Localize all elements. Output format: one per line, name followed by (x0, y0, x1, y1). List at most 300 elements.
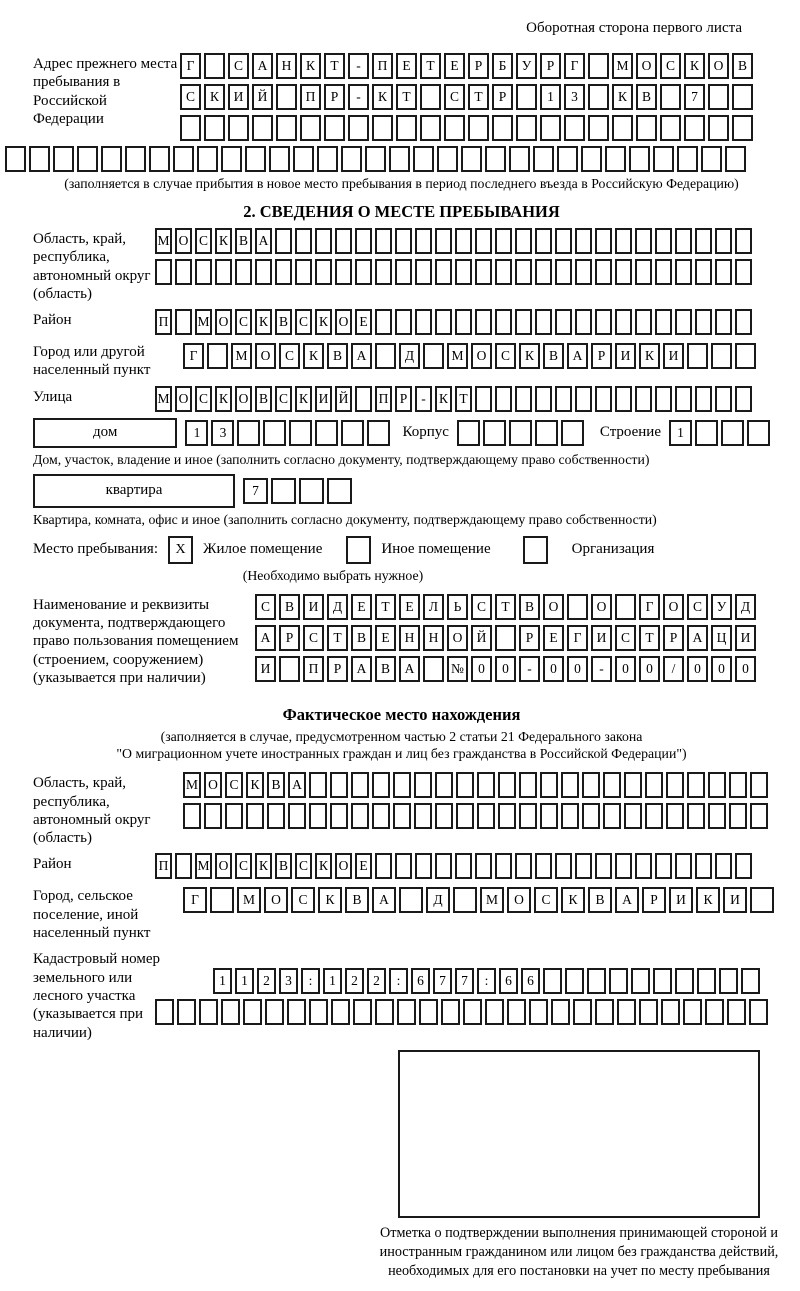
char-cell[interactable]: 7 (455, 968, 474, 994)
char-cell[interactable] (540, 115, 561, 141)
char-cell[interactable]: Д (426, 887, 450, 913)
char-cell[interactable] (609, 968, 628, 994)
char-cell[interactable] (207, 343, 228, 369)
char-cell[interactable] (215, 259, 232, 285)
char-cell[interactable] (635, 259, 652, 285)
char-cell[interactable]: В (235, 228, 252, 254)
char-cell[interactable]: : (389, 968, 408, 994)
char-cell[interactable] (675, 228, 692, 254)
char-cell[interactable] (555, 386, 572, 412)
char-cell[interactable] (695, 386, 712, 412)
char-cell[interactable] (507, 999, 526, 1025)
char-cell[interactable] (341, 146, 362, 172)
char-cell[interactable]: Н (423, 625, 444, 651)
char-cell[interactable] (697, 968, 716, 994)
char-cell[interactable]: И (303, 594, 324, 620)
char-cell[interactable] (540, 772, 558, 798)
char-cell[interactable] (475, 259, 492, 285)
char-cell[interactable] (415, 309, 432, 335)
char-cell[interactable] (695, 309, 712, 335)
char-cell[interactable] (617, 999, 636, 1025)
char-cell[interactable]: 2 (345, 968, 364, 994)
char-cell[interactable] (603, 803, 621, 829)
char-cell[interactable] (204, 115, 225, 141)
char-cell[interactable]: 0 (495, 656, 516, 682)
char-cell[interactable] (375, 999, 394, 1025)
char-cell[interactable]: О (215, 309, 232, 335)
char-cell[interactable]: О (543, 594, 564, 620)
char-cell[interactable]: О (708, 53, 729, 79)
char-cell[interactable]: В (636, 84, 657, 110)
char-cell[interactable]: Д (735, 594, 756, 620)
char-cell[interactable] (221, 999, 240, 1025)
char-cell[interactable] (287, 999, 306, 1025)
char-cell[interactable] (435, 803, 453, 829)
char-cell[interactable] (444, 115, 465, 141)
char-cell[interactable] (721, 420, 744, 446)
char-cell[interactable]: И (723, 887, 747, 913)
char-cell[interactable]: 0 (639, 656, 660, 682)
char-cell[interactable]: Д (399, 343, 420, 369)
char-cell[interactable] (475, 386, 492, 412)
char-cell[interactable] (423, 656, 444, 682)
char-cell[interactable]: С (255, 594, 276, 620)
char-cell[interactable]: Р (663, 625, 684, 651)
char-cell[interactable]: 1 (669, 420, 692, 446)
char-cell[interactable] (655, 259, 672, 285)
char-cell[interactable]: Р (540, 53, 561, 79)
char-cell[interactable] (395, 259, 412, 285)
char-cell[interactable] (495, 386, 512, 412)
char-cell[interactable] (683, 999, 702, 1025)
char-cell[interactable] (413, 146, 434, 172)
char-cell[interactable]: П (155, 853, 172, 879)
char-cell[interactable] (197, 146, 218, 172)
char-cell[interactable] (661, 999, 680, 1025)
char-cell[interactable]: К (255, 309, 272, 335)
char-cell[interactable] (695, 228, 712, 254)
char-cell[interactable] (315, 259, 332, 285)
char-cell[interactable] (441, 999, 460, 1025)
char-cell[interactable] (715, 309, 732, 335)
char-cell[interactable] (631, 968, 650, 994)
char-cell[interactable]: Й (335, 386, 352, 412)
char-cell[interactable]: 0 (543, 656, 564, 682)
char-cell[interactable] (309, 772, 327, 798)
char-cell[interactable] (732, 115, 753, 141)
char-cell[interactable] (435, 259, 452, 285)
char-cell[interactable]: И (255, 656, 276, 682)
char-cell[interactable] (629, 146, 650, 172)
char-cell[interactable] (711, 343, 732, 369)
char-cell[interactable] (575, 853, 592, 879)
char-cell[interactable] (695, 420, 718, 446)
char-cell[interactable] (535, 309, 552, 335)
char-cell[interactable] (687, 343, 708, 369)
char-cell[interactable]: И (615, 343, 636, 369)
char-cell[interactable]: С (444, 84, 465, 110)
char-cell[interactable] (624, 772, 642, 798)
char-cell[interactable]: К (215, 386, 232, 412)
char-cell[interactable] (635, 309, 652, 335)
char-cell[interactable] (271, 478, 296, 504)
char-cell[interactable] (375, 228, 392, 254)
char-cell[interactable]: В (345, 887, 369, 913)
char-cell[interactable] (483, 420, 506, 446)
char-cell[interactable] (509, 420, 532, 446)
char-cell[interactable]: К (519, 343, 540, 369)
char-cell[interactable]: С (180, 84, 201, 110)
char-cell[interactable] (535, 853, 552, 879)
char-cell[interactable]: П (372, 53, 393, 79)
char-cell[interactable]: К (684, 53, 705, 79)
char-cell[interactable] (575, 309, 592, 335)
char-cell[interactable] (535, 228, 552, 254)
char-cell[interactable]: С (235, 309, 252, 335)
char-cell[interactable]: А (252, 53, 273, 79)
char-cell[interactable]: № (447, 656, 468, 682)
char-cell[interactable] (595, 386, 612, 412)
char-cell[interactable] (315, 228, 332, 254)
char-cell[interactable]: В (275, 853, 292, 879)
char-cell[interactable]: И (315, 386, 332, 412)
char-cell[interactable] (389, 146, 410, 172)
char-cell[interactable] (708, 772, 726, 798)
char-cell[interactable] (225, 803, 243, 829)
char-cell[interactable] (348, 115, 369, 141)
char-cell[interactable]: С (291, 887, 315, 913)
char-cell[interactable]: К (318, 887, 342, 913)
char-cell[interactable] (636, 115, 657, 141)
char-cell[interactable]: 0 (471, 656, 492, 682)
char-cell[interactable] (330, 803, 348, 829)
char-cell[interactable] (615, 309, 632, 335)
char-cell[interactable] (435, 853, 452, 879)
char-cell[interactable]: К (255, 853, 272, 879)
char-cell[interactable] (221, 146, 242, 172)
char-cell[interactable]: В (588, 887, 612, 913)
char-cell[interactable] (375, 853, 392, 879)
char-cell[interactable]: И (228, 84, 249, 110)
char-cell[interactable] (455, 259, 472, 285)
char-cell[interactable]: М (195, 853, 212, 879)
char-cell[interactable]: М (155, 386, 172, 412)
char-cell[interactable] (555, 259, 572, 285)
char-cell[interactable] (687, 803, 705, 829)
char-cell[interactable] (695, 259, 712, 285)
char-cell[interactable] (695, 853, 712, 879)
char-cell[interactable]: Г (567, 625, 588, 651)
char-cell[interactable] (567, 594, 588, 620)
char-cell[interactable] (729, 803, 747, 829)
char-cell[interactable]: Т (455, 386, 472, 412)
char-cell[interactable] (655, 309, 672, 335)
char-cell[interactable]: К (435, 386, 452, 412)
char-cell[interactable] (420, 84, 441, 110)
char-cell[interactable]: О (175, 228, 192, 254)
char-cell[interactable] (455, 853, 472, 879)
char-cell[interactable]: Е (543, 625, 564, 651)
char-cell[interactable]: Р (324, 84, 345, 110)
char-cell[interactable]: Е (351, 594, 372, 620)
char-cell[interactable]: В (351, 625, 372, 651)
char-cell[interactable]: О (264, 887, 288, 913)
char-cell[interactable] (155, 259, 172, 285)
char-cell[interactable] (561, 803, 579, 829)
char-cell[interactable]: К (303, 343, 324, 369)
char-cell[interactable]: И (663, 343, 684, 369)
char-cell[interactable] (267, 803, 285, 829)
char-cell[interactable] (372, 772, 390, 798)
char-cell[interactable] (235, 259, 252, 285)
char-cell[interactable] (655, 386, 672, 412)
char-cell[interactable] (498, 772, 516, 798)
char-cell[interactable] (645, 803, 663, 829)
char-cell[interactable] (341, 420, 364, 446)
char-cell[interactable] (393, 803, 411, 829)
char-cell[interactable] (204, 803, 222, 829)
char-cell[interactable] (715, 228, 732, 254)
char-cell[interactable] (684, 115, 705, 141)
char-cell[interactable]: Г (183, 887, 207, 913)
char-cell[interactable] (330, 772, 348, 798)
char-cell[interactable] (747, 420, 770, 446)
char-cell[interactable] (516, 84, 537, 110)
char-cell[interactable] (533, 146, 554, 172)
char-cell[interactable] (397, 999, 416, 1025)
char-cell[interactable] (535, 259, 552, 285)
char-cell[interactable]: Р (395, 386, 412, 412)
char-cell[interactable] (595, 999, 614, 1025)
char-cell[interactable] (719, 968, 738, 994)
char-cell[interactable] (660, 115, 681, 141)
char-cell[interactable] (735, 228, 752, 254)
char-cell[interactable] (155, 999, 174, 1025)
char-cell[interactable]: Д (327, 594, 348, 620)
char-cell[interactable] (365, 146, 386, 172)
char-cell[interactable]: В (327, 343, 348, 369)
char-cell[interactable]: С (228, 53, 249, 79)
char-cell[interactable] (317, 146, 338, 172)
char-cell[interactable]: К (696, 887, 720, 913)
char-cell[interactable]: О (507, 887, 531, 913)
char-cell[interactable] (515, 259, 532, 285)
char-cell[interactable] (708, 803, 726, 829)
char-cell[interactable] (519, 772, 537, 798)
char-cell[interactable]: М (237, 887, 261, 913)
char-cell[interactable]: О (591, 594, 612, 620)
char-cell[interactable] (735, 309, 752, 335)
char-cell[interactable] (595, 228, 612, 254)
char-cell[interactable] (732, 84, 753, 110)
char-cell[interactable] (635, 386, 652, 412)
char-cell[interactable] (435, 228, 452, 254)
char-cell[interactable]: Е (355, 853, 372, 879)
char-cell[interactable]: И (591, 625, 612, 651)
char-cell[interactable] (750, 887, 774, 913)
char-cell[interactable] (495, 309, 512, 335)
char-cell[interactable] (495, 853, 512, 879)
char-cell[interactable] (395, 309, 412, 335)
char-cell[interactable] (639, 999, 658, 1025)
char-cell[interactable]: О (235, 386, 252, 412)
char-cell[interactable] (603, 772, 621, 798)
char-cell[interactable] (125, 146, 146, 172)
char-cell[interactable]: 7 (684, 84, 705, 110)
char-cell[interactable]: О (636, 53, 657, 79)
checkbox-other-premises[interactable] (346, 536, 371, 564)
char-cell[interactable]: К (246, 772, 264, 798)
char-cell[interactable] (675, 259, 692, 285)
char-cell[interactable]: - (519, 656, 540, 682)
char-cell[interactable]: С (303, 625, 324, 651)
char-cell[interactable]: Т (468, 84, 489, 110)
char-cell[interactable]: Г (564, 53, 585, 79)
char-cell[interactable]: 0 (615, 656, 636, 682)
char-cell[interactable]: О (471, 343, 492, 369)
char-cell[interactable] (237, 420, 260, 446)
char-cell[interactable] (335, 228, 352, 254)
char-cell[interactable] (575, 259, 592, 285)
char-cell[interactable] (183, 803, 201, 829)
char-cell[interactable] (245, 146, 266, 172)
char-cell[interactable] (324, 115, 345, 141)
char-cell[interactable]: А (372, 887, 396, 913)
char-cell[interactable]: С (660, 53, 681, 79)
char-cell[interactable] (477, 803, 495, 829)
char-cell[interactable] (265, 999, 284, 1025)
char-cell[interactable] (299, 478, 324, 504)
char-cell[interactable]: К (612, 84, 633, 110)
char-cell[interactable] (495, 625, 516, 651)
char-cell[interactable]: С (471, 594, 492, 620)
char-cell[interactable]: К (372, 84, 393, 110)
char-cell[interactable] (564, 115, 585, 141)
char-cell[interactable]: С (279, 343, 300, 369)
char-cell[interactable] (5, 146, 26, 172)
char-cell[interactable]: М (480, 887, 504, 913)
char-cell[interactable] (355, 228, 372, 254)
char-cell[interactable] (595, 309, 612, 335)
char-cell[interactable] (675, 386, 692, 412)
char-cell[interactable]: К (639, 343, 660, 369)
char-cell[interactable]: О (215, 853, 232, 879)
char-cell[interactable]: С (195, 228, 212, 254)
char-cell[interactable] (263, 420, 286, 446)
char-cell[interactable] (414, 803, 432, 829)
char-cell[interactable] (615, 594, 636, 620)
char-cell[interactable] (492, 115, 513, 141)
char-cell[interactable] (485, 999, 504, 1025)
char-cell[interactable] (53, 146, 74, 172)
char-cell[interactable] (727, 999, 746, 1025)
char-cell[interactable]: С (235, 853, 252, 879)
char-cell[interactable]: Т (396, 84, 417, 110)
char-cell[interactable]: Р (327, 656, 348, 682)
char-cell[interactable] (555, 228, 572, 254)
char-cell[interactable]: Е (355, 309, 372, 335)
char-cell[interactable] (509, 146, 530, 172)
char-cell[interactable] (615, 386, 632, 412)
char-cell[interactable]: 6 (521, 968, 540, 994)
char-cell[interactable] (495, 259, 512, 285)
char-cell[interactable]: С (687, 594, 708, 620)
char-cell[interactable] (437, 146, 458, 172)
char-cell[interactable]: С (495, 343, 516, 369)
checkbox-organization[interactable] (523, 536, 548, 564)
char-cell[interactable]: 1 (213, 968, 232, 994)
char-cell[interactable] (655, 228, 672, 254)
char-cell[interactable]: 3 (211, 420, 234, 446)
char-cell[interactable]: А (255, 228, 272, 254)
char-cell[interactable] (210, 887, 234, 913)
char-cell[interactable]: В (275, 309, 292, 335)
char-cell[interactable] (367, 420, 390, 446)
char-cell[interactable]: К (215, 228, 232, 254)
char-cell[interactable] (515, 309, 532, 335)
char-cell[interactable] (423, 343, 444, 369)
char-cell[interactable] (199, 999, 218, 1025)
char-cell[interactable]: П (375, 386, 392, 412)
char-cell[interactable] (666, 803, 684, 829)
char-cell[interactable] (516, 115, 537, 141)
char-cell[interactable]: С (195, 386, 212, 412)
char-cell[interactable] (535, 420, 558, 446)
char-cell[interactable] (269, 146, 290, 172)
char-cell[interactable] (529, 999, 548, 1025)
char-cell[interactable]: О (255, 343, 276, 369)
char-cell[interactable] (615, 228, 632, 254)
char-cell[interactable] (420, 115, 441, 141)
char-cell[interactable] (615, 259, 632, 285)
char-cell[interactable] (615, 853, 632, 879)
char-cell[interactable]: Т (420, 53, 441, 79)
char-cell[interactable]: Б (492, 53, 513, 79)
char-cell[interactable] (595, 853, 612, 879)
char-cell[interactable]: М (447, 343, 468, 369)
char-cell[interactable] (725, 146, 746, 172)
char-cell[interactable] (77, 146, 98, 172)
char-cell[interactable] (575, 386, 592, 412)
char-cell[interactable] (475, 853, 492, 879)
char-cell[interactable]: У (516, 53, 537, 79)
char-cell[interactable] (557, 146, 578, 172)
char-cell[interactable]: М (155, 228, 172, 254)
char-cell[interactable] (666, 772, 684, 798)
char-cell[interactable] (456, 803, 474, 829)
char-cell[interactable]: Л (423, 594, 444, 620)
char-cell[interactable] (715, 386, 732, 412)
char-cell[interactable] (735, 259, 752, 285)
char-cell[interactable] (581, 146, 602, 172)
char-cell[interactable] (204, 53, 225, 79)
char-cell[interactable] (715, 259, 732, 285)
char-cell[interactable]: 3 (279, 968, 298, 994)
char-cell[interactable] (675, 853, 692, 879)
char-cell[interactable] (375, 259, 392, 285)
char-cell[interactable] (635, 853, 652, 879)
char-cell[interactable]: К (204, 84, 225, 110)
char-cell[interactable]: Р (519, 625, 540, 651)
char-cell[interactable] (495, 228, 512, 254)
char-cell[interactable]: В (279, 594, 300, 620)
char-cell[interactable] (708, 84, 729, 110)
char-cell[interactable] (195, 259, 212, 285)
char-cell[interactable] (372, 115, 393, 141)
char-cell[interactable]: Р (642, 887, 666, 913)
char-cell[interactable] (498, 803, 516, 829)
char-cell[interactable] (175, 259, 192, 285)
